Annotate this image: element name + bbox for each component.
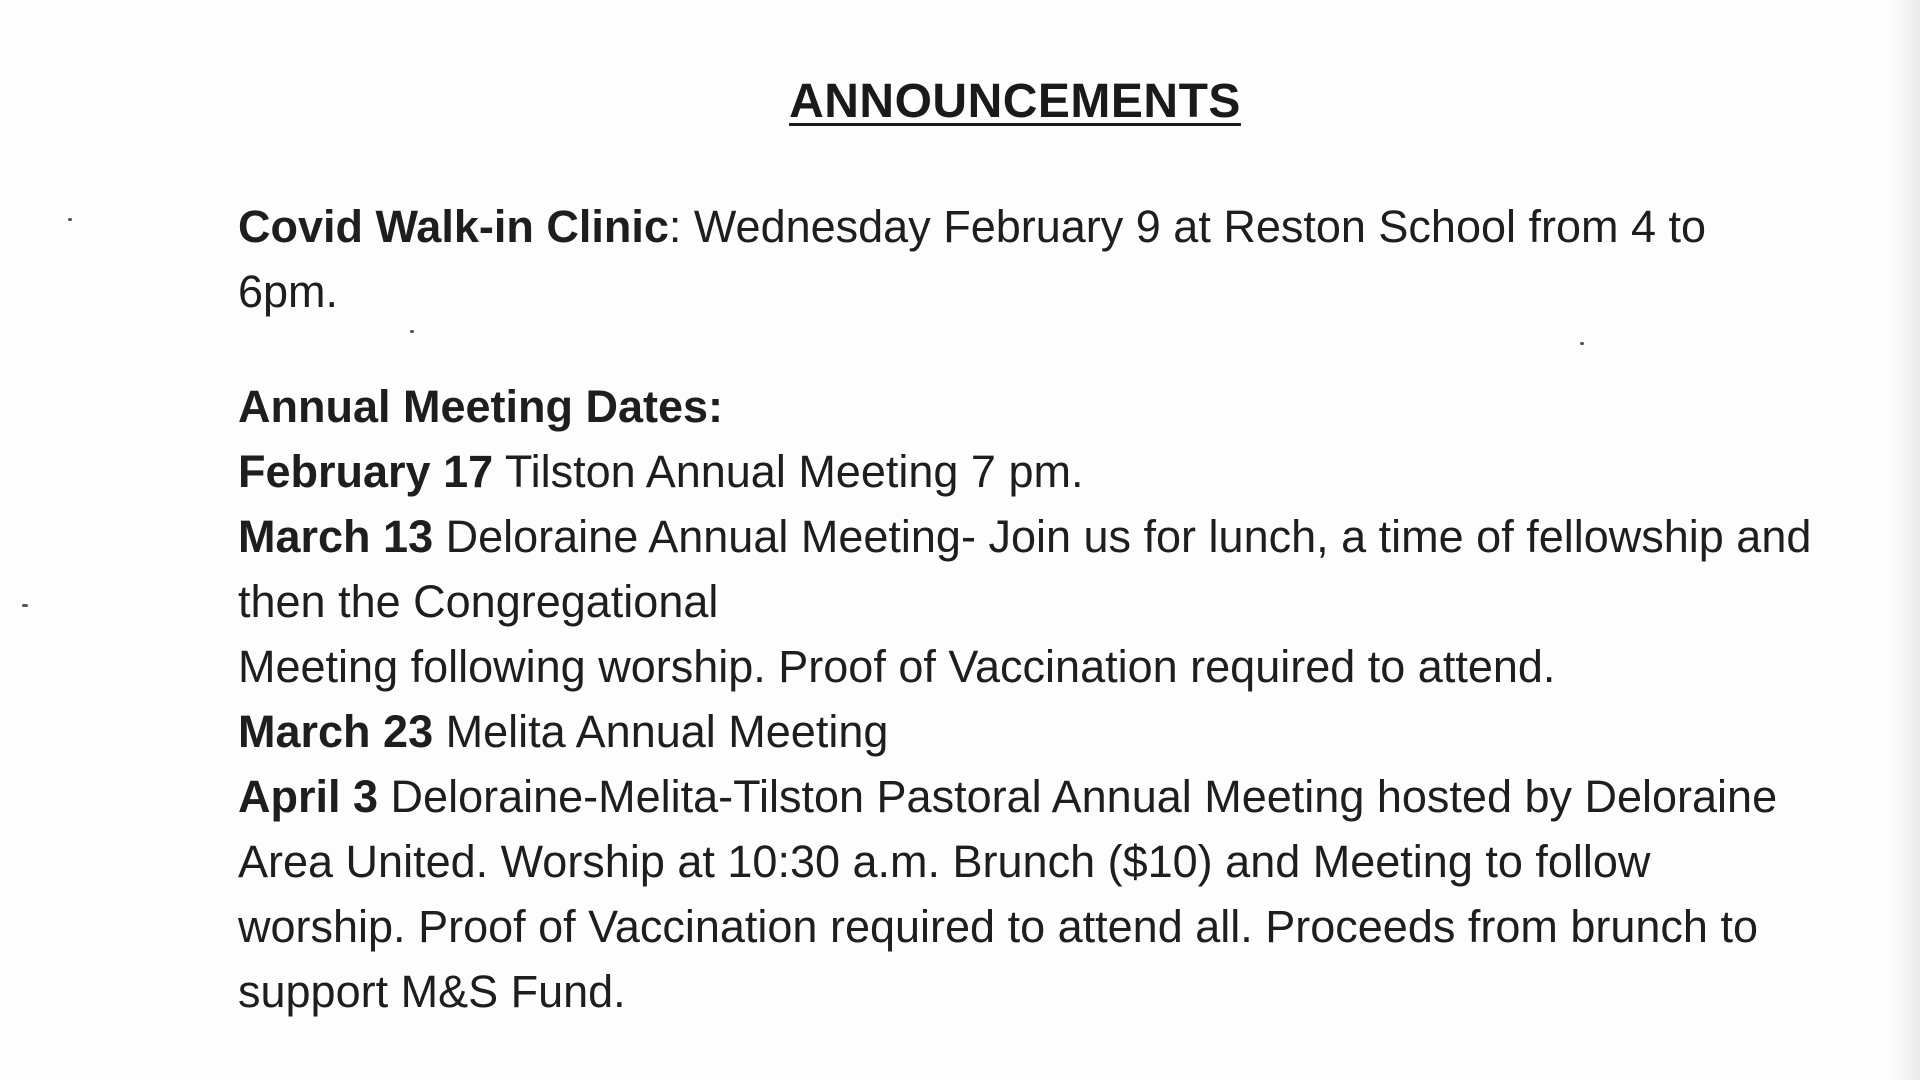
meeting-mar13 (238, 504, 1818, 634)
meeting-feb17 (238, 439, 1818, 504)
clinic-text: : Wednesday February 9 at Reston School from 4 to 6pm. (238, 201, 1707, 317)
meeting-text: Deloraine Annual Meeting- Join us for lunch, a time of fellowship and then the Congregational (238, 511, 1812, 627)
meeting-text: Tilston Annual Meeting 7 pm. (493, 446, 1084, 497)
meeting-text: Melita Annual Meeting (433, 706, 889, 757)
announcements-body (238, 194, 1818, 1024)
paragraph-gap (238, 324, 1818, 374)
meeting-mar23 (238, 699, 1818, 764)
meetings-heading: Annual Meeting Dates: (238, 381, 724, 432)
meeting-apr3 (238, 764, 1818, 1024)
meeting-mar13-continued: Meeting following worship. Proof of Vaccination required to attend. (238, 641, 1556, 692)
meeting-date: February 17 (238, 446, 494, 497)
meeting-text: Deloraine-Melita-Tilston Pastoral Annual Meeting hosted by Deloraine Area United. Worship at 10:30 a.m. Brunch ($10) and Meeting to follow worship. Proof of Vaccination required to attend all. Proceeds from brunch to support M&S Fund. (238, 771, 1778, 1017)
meeting-date: March 23 (238, 706, 434, 757)
meeting-date: April 3 (238, 771, 379, 822)
scan-speck (22, 604, 28, 607)
clinic-announcement (238, 194, 1818, 324)
meeting-date: March 13 (238, 511, 434, 562)
clinic-label: Covid Walk-in Clinic (238, 201, 669, 252)
scan-shadow-edge (1892, 0, 1920, 1080)
page-title: ANNOUNCEMENTS (789, 75, 1241, 128)
scan-speck (68, 218, 72, 221)
